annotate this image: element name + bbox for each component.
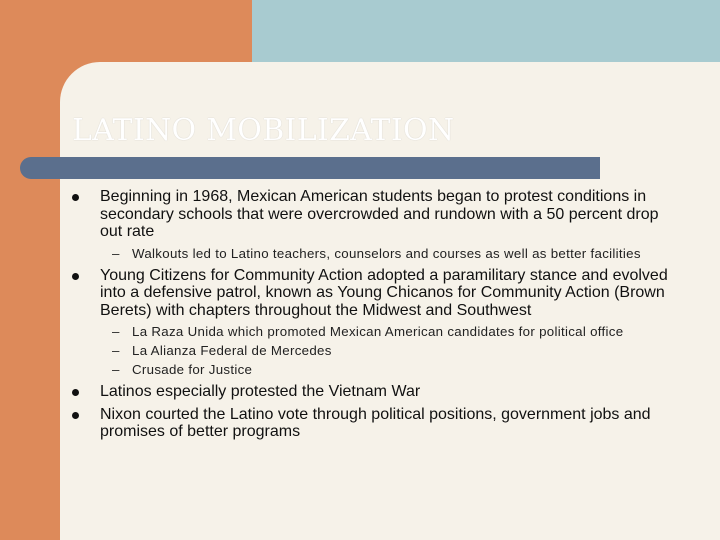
bullet-group-2 <box>72 267 682 378</box>
bullet-group-1 <box>72 188 682 261</box>
bullet-text: Young Citizens for Community Action adopted a paramilitary stance and evolved into a defensive patrol, known as Young Chicanos for Community Action (Brown Berets) with chapters throughout the Midwest and Southwest <box>100 266 668 319</box>
bullet-item <box>72 267 682 320</box>
bullet-item <box>72 406 682 441</box>
sub-bullet-text: Crusade for Justice <box>132 362 253 377</box>
dash-icon: – <box>112 245 120 261</box>
bullet-item <box>72 188 682 241</box>
bullet-item <box>72 383 682 401</box>
sub-bullet-text: Walkouts led to Latino teachers, counselors and courses as well as better facilities <box>132 245 641 261</box>
sub-bullet-item <box>72 343 682 358</box>
bullet-text: Latinos especially protested the Vietnam War <box>100 383 421 400</box>
sub-bullet-item <box>72 324 682 339</box>
bullet-dot-icon <box>72 412 79 419</box>
sub-bullet-item <box>72 246 682 261</box>
sub-bullet-text: La Raza Unida which promoted Mexican American candidates for political office <box>132 324 624 339</box>
dash-icon: – <box>112 324 120 339</box>
slide-body <box>72 188 682 446</box>
title-bar <box>20 157 600 179</box>
sub-bullet-text: La Alianza Federal de Mercedes <box>132 343 332 358</box>
bullet-dot-icon <box>72 389 79 396</box>
dash-icon: – <box>112 362 120 377</box>
dash-icon: – <box>112 343 120 358</box>
bullet-dot-icon <box>72 273 79 280</box>
slide-title: LATINO MOBILIZATION <box>72 113 455 148</box>
bullet-text: Nixon courted the Latino vote through political positions, government jobs and promises of better programs <box>100 405 651 440</box>
top-background <box>252 0 720 62</box>
bullet-dot-icon <box>72 194 79 201</box>
sub-bullet-item <box>72 362 682 377</box>
bullet-text: Beginning in 1968, Mexican American students began to protest conditions in secondary schools that were overcrowded and rundown with a 50 percent drop out rate <box>100 188 659 240</box>
